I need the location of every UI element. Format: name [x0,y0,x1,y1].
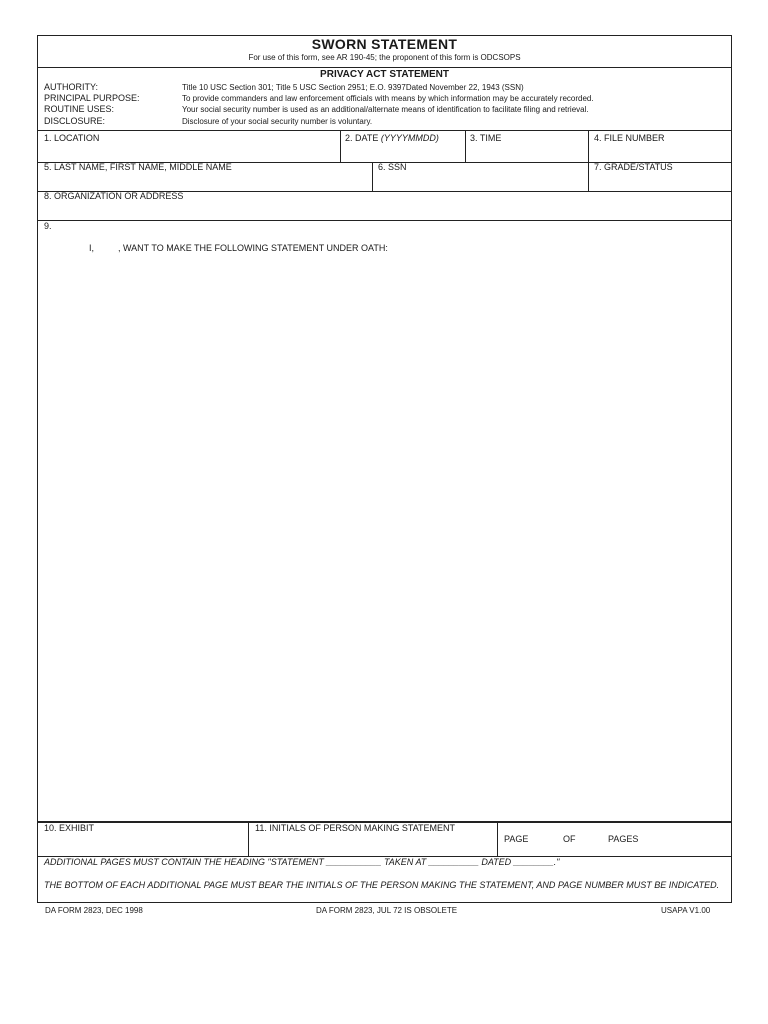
ssn-field[interactable] [373,163,588,191]
principal-purpose-label: PRINCIPAL PURPOSE: [44,93,140,103]
disclosure-label: DISCLOSURE: [44,116,106,126]
version-label: USAPA V1.00 [661,906,711,915]
divider [38,220,731,221]
bottom-page-note: THE BOTTOM OF EACH ADDITIONAL PAGE MUST BEAR THE INITIALS OF THE PERSON MAKING THE STATEMENT, AND PAGE NUMBER MUST BE INDICATED. [44,880,720,890]
routine-uses-label: ROUTINE USES: [44,104,115,114]
ssn-label: 6. SSN [378,162,407,172]
form-title: SWORN STATEMENT [311,36,458,52]
organization-label: 8. ORGANIZATION OR ADDRESS [44,191,184,201]
date-field[interactable] [341,131,465,162]
of-label: OF [563,834,576,844]
page-label: PAGE [504,834,529,844]
principal-purpose-text: To provide commanders and law enforcement officials with means by which information may be accurately recorded. [182,94,594,103]
routine-uses-text: Your social security number is used as an additional/alternate means of identification to facilitate filing and retrieval. [182,105,589,114]
grade-status-field[interactable] [589,163,731,191]
file-number-field[interactable] [589,131,731,162]
location-field[interactable] [38,131,340,162]
privacy-act-heading: PRIVACY ACT STATEMENT [320,69,449,80]
time-field[interactable] [466,131,588,162]
initials-field[interactable] [249,823,497,856]
sworn-statement-form [37,35,732,903]
exhibit-label: 10. EXHIBIT [44,823,95,833]
initials-label: 11. INITIALS OF PERSON MAKING STATEMENT [255,823,456,833]
statement-i: I, [89,243,95,253]
name-field[interactable] [38,163,372,191]
date-label: 2. DATE (YYYYMMDD) [345,133,439,143]
form-subtitle: For use of this form, see AR 190-45; the proponent of this form is ODCSOPS [248,53,521,62]
statement-body-field[interactable] [38,256,731,820]
file-number-label: 4. FILE NUMBER [594,133,665,143]
authority-label: AUTHORITY: [44,82,99,92]
location-label: 1. LOCATION [44,133,100,143]
pages-label: PAGES [608,834,639,844]
disclosure-text: Disclosure of your social security number is voluntary. [182,117,373,126]
statement-oath-line [89,243,388,253]
organization-field[interactable] [38,192,731,220]
statement-oath-text: , WANT TO MAKE THE FOLLOWING STATEMENT UNDER OATH: [118,243,388,253]
time-label: 3. TIME [470,133,502,143]
item-9-label: 9. [44,221,52,231]
name-label: 5. LAST NAME, FIRST NAME, MIDDLE NAME [44,162,232,172]
authority-text: Title 10 USC Section 301; Title 5 USC Section 2951; E.O. 9397Dated November 22, 1943 (SSN) [182,83,524,92]
additional-pages-note: ADDITIONAL PAGES MUST CONTAIN THE HEADING "STATEMENT ___________ TAKEN AT __________ DATED ________." [44,857,560,867]
divider [497,822,498,856]
exhibit-field[interactable] [38,823,248,856]
form-id: DA FORM 2823, DEC 1998 [45,906,143,915]
obsolete-notice: DA FORM 2823, JUL 72 IS OBSOLETE [316,906,458,915]
grade-status-label: 7. GRADE/STATUS [594,162,673,172]
divider [38,67,731,68]
